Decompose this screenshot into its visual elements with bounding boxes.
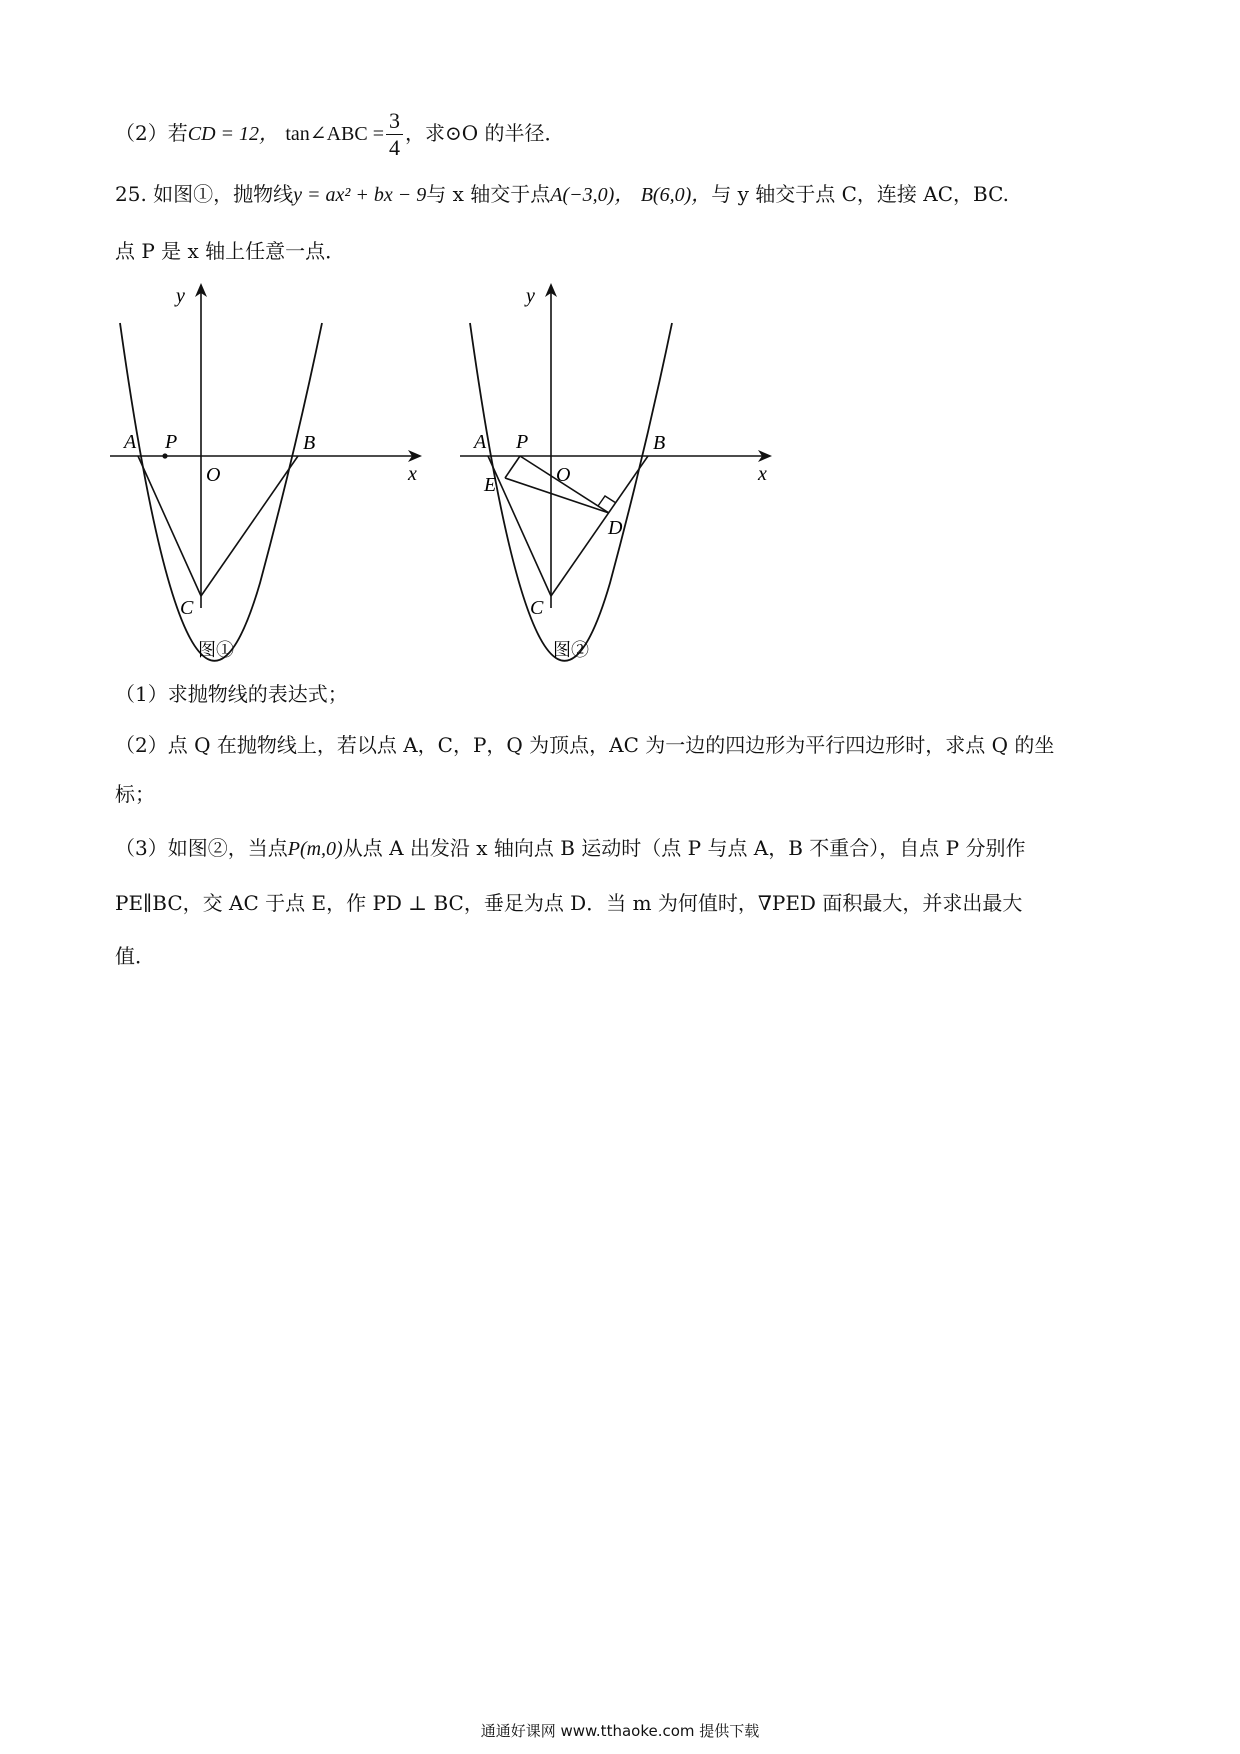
fig1-label-c: C (180, 597, 194, 619)
fig2-label-c: C (530, 597, 544, 619)
q24-part2-prefix: （2）若 (115, 121, 188, 145)
fig2-segment-pe (505, 456, 520, 478)
fig1-caption: 图① (198, 640, 234, 661)
q25-sub3-line2: PE∥BC，交 AC 于点 E，作 PD ⊥ BC，垂足为点 D．当 m 为何值时，∇PED 面积最大，并求出最大 (115, 891, 1023, 915)
q25-intro-line (115, 176, 1009, 213)
fig2-label-y: y (526, 285, 535, 307)
q25-sub2-line1: （2）点 Q 在抛物线上，若以点 A，C，P，Q 为顶点，AC 为一边的四边形为平行四边形时，求点 Q 的坐 (115, 733, 1055, 757)
q25-sub3-line1-a: （3）如图②，当点 (115, 836, 288, 860)
fig2-label-o: O (556, 464, 571, 486)
q24-part2-line (115, 103, 564, 164)
q24-fraction-numerator: 3 (386, 108, 403, 135)
q25-number: 25. (115, 182, 147, 206)
q24-tan-expression: tan∠ABC = (285, 123, 384, 145)
q25-equation: y = ax² + bx − 9 (293, 184, 427, 206)
fig1-segment-ac (138, 456, 201, 596)
fig1-label-b: B (303, 432, 316, 454)
fig2-label-d: D (608, 517, 623, 539)
fig2-segment-ac (488, 456, 551, 596)
q24-fraction (386, 108, 403, 161)
fig1-parabola (120, 323, 322, 661)
fig1-label-o: O (206, 464, 221, 486)
fig2-parabola (470, 323, 672, 661)
fig2-label-x: x (758, 463, 767, 485)
fig2-label-e: E (484, 474, 497, 496)
q25-sub2-line2: 标； (115, 782, 155, 806)
q25-sub1: （1）求抛物线的表达式； (115, 682, 348, 706)
q25-sub3-line3: 值． (115, 944, 155, 968)
fig2-label-a: A (474, 431, 487, 453)
q25-intro-a: 如图①，抛物线 (153, 182, 294, 206)
q25-sub3-line1 (115, 830, 1025, 867)
q25-point-b: B(6,0)， (640, 184, 712, 206)
figure-2 (460, 283, 790, 663)
q24-cd-equation: CD = 12， (187, 123, 280, 145)
q25-point-a: A(−3,0)， (550, 184, 635, 206)
q25-line2: 点 P 是 x 轴上任意一点． (115, 239, 346, 263)
q25-sub3-point: P(m,0) (287, 838, 343, 860)
q25-intro-c: 与 y 轴交于点 C，连接 AC，BC. (711, 182, 1010, 206)
page-footer: 通通好课网 www.tthaoke.com 提供下载 (480, 1722, 760, 1740)
fig1-point-p (162, 453, 167, 458)
figure-1 (110, 283, 430, 663)
q25-sub3-line1-b: 从点 A 出发沿 x 轴向点 B 运动时（点 P 与点 A，B 不重合），自点 P 分别作 (342, 836, 1026, 860)
fig1-label-x: x (408, 463, 417, 485)
fig2-label-b: B (653, 432, 666, 454)
fig1-label-a: A (124, 431, 137, 453)
q24-part2-suffix: ，求⊙O 的半径． (404, 121, 565, 145)
q25-intro-b: 与 x 轴交于点 (426, 182, 551, 206)
fig1-label-y: y (176, 285, 185, 307)
fig2-right-angle-mark (598, 496, 616, 506)
q24-fraction-denominator: 4 (388, 135, 400, 160)
fig2-label-p: P (516, 431, 529, 453)
fig2-caption: 图② (553, 640, 589, 661)
fig1-label-p: P (165, 431, 178, 453)
